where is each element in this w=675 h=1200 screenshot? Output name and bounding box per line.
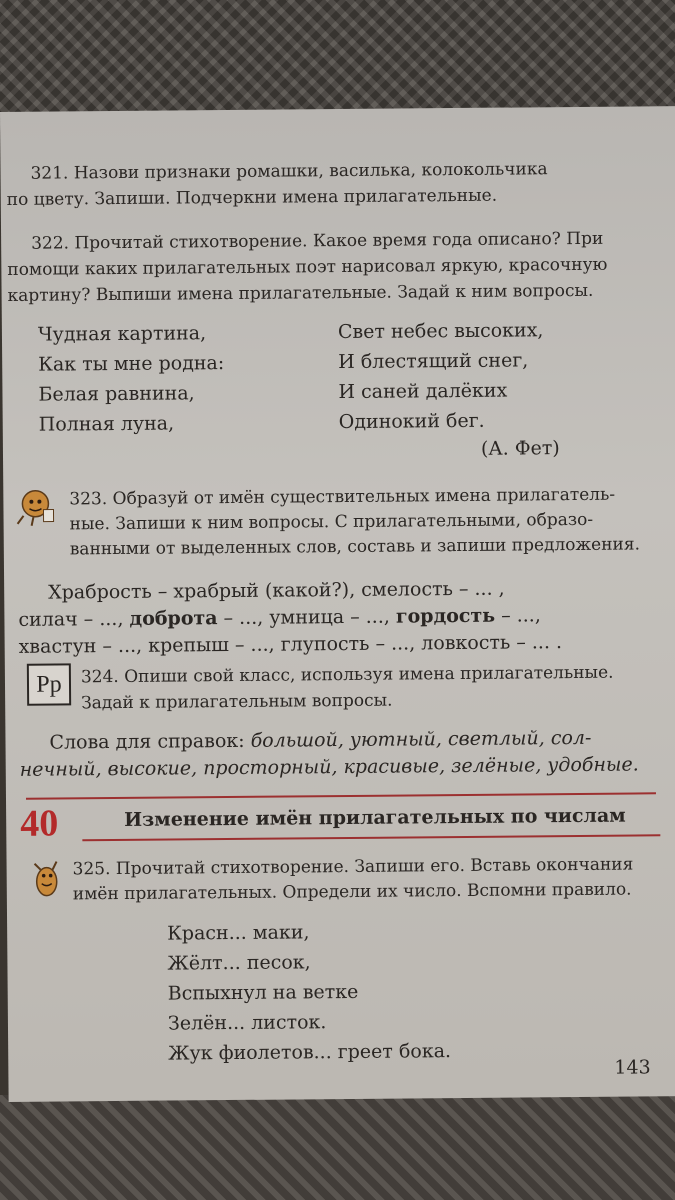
reference-label: Слова для справок: [49,729,251,754]
poem-line: Одинокий бег. [338,409,485,434]
highlighted-word: гордость [395,604,496,628]
exercise-323-line1: 323. Образуй от имён существительных имена прилагатель- [69,484,616,510]
exercise-323-words-line1: Храбрость – храбрый (какой?), смелость – ... , [48,577,505,604]
poem-line: И саней далёких [338,379,508,404]
poem-line: Вспыхнул на ветке [167,980,359,1005]
exercise-324-line2: Задай к прилагательным вопросы. [81,690,393,714]
poem-line: И блестящий снег, [338,349,529,374]
page-number: 143 [614,1056,651,1079]
poem-line: Как ты мне родна: [38,352,225,376]
poem-author: (А. Фет) [480,437,560,460]
reference-words: большой, уютный, светлый, сол- [250,726,592,752]
exercise-321-line2: по цвету. Запиши. Подчеркни имена прилагательные. [6,185,498,210]
poem-line: Жук фиолетов... греет бока. [168,1040,452,1065]
poem-line: Чудная картина, [37,322,207,346]
speech-development-box: Рр [27,663,71,705]
exercise-323-line2: ные. Запиши к ним вопросы. С прилагательными, образо- [69,509,594,535]
exercise-323-words-line3: хвастун – ..., крепыш – ..., глупость – ..., ловкость – ... . [18,631,563,658]
mascot-icon [13,481,61,529]
exercise-324-reference-line1 [49,727,591,754]
word-pair: силач – ..., [18,607,130,631]
poem-line: Зелён... листок. [167,1011,327,1035]
section-title-underline [82,834,660,841]
exercise-325-line1: 325. Прочитай стихотворение. Запиши его. Вставь окончания [72,854,634,880]
poem-left-column [38,318,225,440]
exercise-322-line1: 322. Прочитай стихотворение. Какое время года описано? При [31,228,604,254]
exercise-324-reference-line2: нечный, высокие, просторный, красивые, зелёные, удобные. [19,753,639,781]
exercise-322-line3: картину? Выпиши имена прилагательные. Задай к ним вопросы. [7,280,594,306]
word-pair: – ..., умница – ..., [217,605,397,630]
poem-line: Белая равнина, [38,382,195,406]
exercise-325-line2: имён прилагательных. Определи их число. Вспомни правило. [72,879,632,905]
fabric-background-bottom [0,1095,675,1200]
poem-line: Свет небес высоких, [337,319,544,344]
section-number: 40 [20,802,59,845]
poem-line: Жёлт... песок, [167,951,311,975]
section-divider-top [26,792,656,799]
word-pair: – ..., [495,604,541,627]
section-title: Изменение имён прилагательных по числам [124,804,626,831]
poem-line: Полная луна, [38,412,175,436]
exercise-324-line1: 324. Опиши свой класс, используя имена прилагательные. [80,662,614,688]
pencil-mascot-icon [26,853,68,901]
poem-line: Красн... маки, [167,921,310,945]
exercise-322-line2: помощи каких прилагательных поэт нарисовал яркую, красочную [7,254,608,280]
exercise-323-line3: ванными от выделенных слов, составь и запиши предложения. [69,534,641,560]
textbook-page [0,106,675,1102]
poem-2 [167,916,451,1068]
highlighted-word: доброта [129,607,218,630]
poem-right-column [338,315,545,437]
exercise-323-words-line2 [18,604,541,631]
exercise-321-line1: 321. Назови признаки ромашки, василька, колокольчика [30,159,548,184]
